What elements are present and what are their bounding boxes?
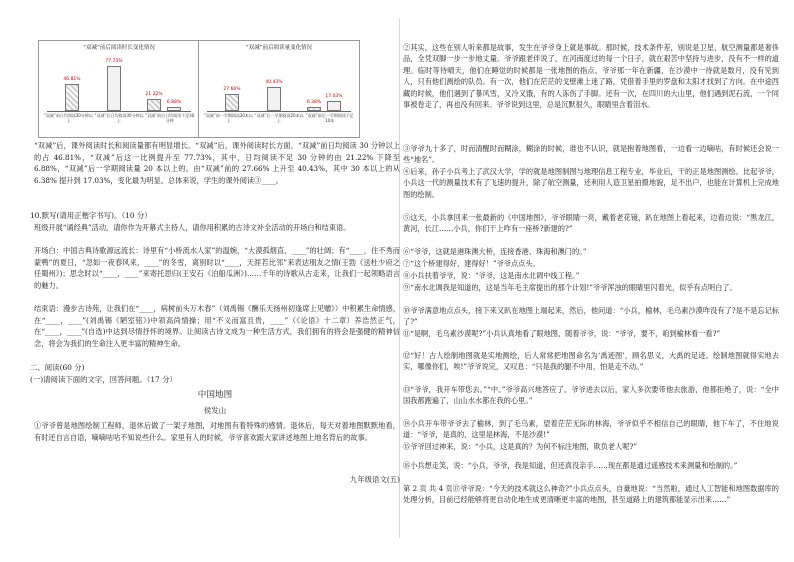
bar-label: 6.38% (306, 100, 322, 105)
legend-item: “双减”后一学期阅读20本以上 (254, 113, 304, 123)
article-paragraph-10: ⑩爷爷满意地点点头，接下来又趴在地图上端起来，然后，他问道：“小兵，榆林，毛乌素沙漠咋没有了?是不是忘记标了?” (403, 306, 779, 327)
chart-title: “双减”前后阅读时长变化情况 (83, 45, 155, 51)
legend-item: “双减”前后一学期阅读不足10本 (305, 113, 354, 123)
article-paragraph-16: ⑯小兵想走笑，说：“小兵，爷爷，我是知道，但还真没亲手……现在都是通过遥感技术来测量和绘制的。” (403, 461, 738, 470)
legend-item: “双减”前后日均阅读不足30分钟 (145, 113, 195, 123)
page-number-and-paragraph-17: 第 2 页 共 4 页⑰爷爷说：“今天的技术就这么神奇?”小兵点点头，自豪地说：“当然啦，通过人工智能和地图数据库的处理分析，目前已经能够将更自动化地生成更清晰更丰富的地图，甚至道路上的建筑都能显示出来……” (403, 484, 779, 505)
subsection-1-heading: (一)请阅读下面的文字，回答问题。（17 分） (30, 375, 177, 384)
legend-item: “双减”后日均阅读30分钟以上 (94, 113, 144, 123)
bar-label: 21.22% (145, 92, 163, 97)
legend-item: “双减”前日均阅读30分钟以上 (43, 113, 93, 123)
legend-item: “双减”前一学期阅读20本以上 (203, 113, 253, 123)
article-paragraph-11: ⑪“是啊，毛乌素沙漠呢?”小兵认真地看了眼地图，随着爷爷，说：“爷爷，要不，咱到榆林看一看?” (403, 329, 721, 338)
article-author: 侯发山 (203, 406, 227, 415)
chart-analysis-paragraph: “双减”后，课外阅读时长和阅读量都有明显增长。“双减”后，课外阅读时长方面，“双减”前日均阅读 30 分钟以上的占 46.81%，“双减”后这一比例提升至 77.73%，其中，日均阅读不足 30 分钟的由 21.22% 下降至 6.88%，“双减”后一学期阅读量 20 本以上的，由“双减”前的 27.66% 上升至 40.43%，其中 30 本以上的从 6.38% 提升到 17.03%，变化最为明显。总体来说，学生的课外阅读③____。 (34, 141, 400, 185)
question-10-closing: 结束语：漫步古诗苑，让我们在“____，病树前头万木春”（刘禹锡《酬乐天扬州初逢席上见赠》）中积累生命情感，在“____，____”(刘禹锡《陋室铭》)中领高尚情操；用“不义而富且贵，____”（《论语》十二章）养浩然正气，在“____，____”(自选)中达到尽情抒怀的境界。让阅读古诗文成为一种生活方式，我们拥有的将会是强健的精神信念，将会为我们的生命注入更丰富的精神生命。 (34, 304, 400, 348)
article-paragraph-7: ⑦“这个桥建得好，建得好！”爷爷点点头。 (403, 259, 540, 268)
article-paragraph-14: ⑭小兵开车带爷爷去了榆林，到了毛乌素，望着茫茫无际的林海，爷爷似乎不相信自己的眼睛，他下车了，不住地说道：“爷爷，是真的，这里是林海，不是沙漠!” (403, 419, 779, 440)
article-paragraph-6: ⑥“爷爷，这就是港珠澳大桥，连接香港、珠海和澳门的。” (403, 247, 587, 256)
bar-label: 77.73% (105, 59, 123, 64)
article-paragraph-9: ⑨“南水北调我是知道的，这是当年毛主席提出的那个计划!”爷爷浑浊的眼睛里闪着光，似乎有点明白了。 (403, 283, 737, 292)
question-10-heading: 10.默写(请用正楷字书写)。（10 分） (30, 211, 152, 220)
article-paragraph-12: ⑫“好！古人绘制地图就是实地测绘，后人常常把地图命名为‘禹迹图’，顾名思义，大禹的足迹。绘制地图就得实地去实，哪像你们，唉!”爷爷说完，又叹息：“只是我的腿不中用，怕是走不动。” (403, 351, 779, 372)
bar-label: 6.88% (166, 100, 182, 105)
question-10-instruction: 班级开展“诵经典”活动，请你作为开幕式主持人，请你用积累的古诗文补全活动的开场白和结束语。 (34, 223, 351, 232)
bar-label: 40.43% (265, 80, 283, 85)
bar-label: 17.03% (325, 94, 343, 99)
section-2-heading: 二、阅读(60 分) (30, 363, 85, 372)
page-footer: 九年级语文(五) (349, 475, 400, 484)
right-column (403, 0, 779, 562)
bar-label: 46.81% (63, 77, 81, 82)
chart-title: “双减”前后阅读量变化情况 (245, 45, 313, 51)
article-paragraph-1: ①爷爷曾是地图绘制工程师，退休后做了一架子地图，对地图有着特殊的感情。退休后，每天对着地图默默地看，有时还自言自语，嘀嘀咕咕不知说些什么。家里有人的时候，爷爷喜欢跟大家讲述地图上地名背后的故事。 (34, 421, 400, 442)
article-title: 中国地图 (197, 390, 233, 400)
article-paragraph-3: ③爷爷九十多了，时而清醒时而糊涂，糊涂的时候，谁也不认识，就是抱着地图看，一边看一边嘀咕，有时候还会说一些“地名”。 (403, 144, 779, 165)
question-10-opening: 开场白：中国古典诗歌源远流长：诗里有“小桥流水人家”的温婉，“大漠孤烟直，____”的壮阔；有“____，住不秀而蒙鸭”的夏日，“忽如一夜春风来，____”的冬雪，离别时以“____，天涯若比邻”来表达朋友之情(王勃《送杜少府之任蜀州》)；思念时以“____，____”来寄托思归(王安石《泊船瓜洲》)……千年的诗歌从古走来，让我们一起领略语言的魅力。 (34, 246, 400, 290)
article-paragraph-8: ⑧小兵扶着爷爷，说：“爷爷，这是南水北调中线工程。” (403, 271, 580, 280)
article-paragraph-13: ⑬“爷爷，我开车带您去。”“中。”爷爷高兴地答应了。爷爷进去以后，家人多次要带他去旅游，他都拒绝了，说：“全中国我都跑遍了，山山水水都在我的心里。” (403, 385, 779, 406)
left-column (30, 0, 400, 562)
article-paragraph-15: ⑮爷爷回过神来，说：“小兵，这是真的？为何不标注地图，欺负老人呢?” (403, 442, 638, 451)
article-paragraph-2: ②其实，这些在别人听来都是故事，发生在爷爷身上就是事故。那时候，技术条件差，别说是卫星、航空测量都是奢侈品，全凭双脚一步一步地丈量。爷爷跟老伴说了，在河南度过的每一个日子，就在艰苦中坚持与进步，没有不一样的道理。临时等待晴天，他们在睡觉的时候都是一张地图的指点。爷爷那一年在新疆，在沙漠中一待就是数月，没有见到人，只有他们测绘的队员。有一次，他们在茫茫的戈壁滩上迷了路，凭借着手里的罗盘和太阳才找到了方向。在中途西藏的时候，他们遇到了暴风雪，又冷又饿，有的人冻伤了手脚。还有一次，在四川的大山里，他们遇到泥石流，一个同事被卷走了，再也没有回来。爷爷说到这里，总是沉默很久，眼睛里含着泪水。 (403, 43, 779, 110)
article-paragraph-4: ④后来，孙子小兵考上了武汉大学，学的就是地图制图与地理信息工程专业，毕业后，干的正是地图测绘。比起爷爷，小兵这一代的测量技术有了飞速的提升，除了航空测量，还利用人造卫星拍摄地貌，足不出户，也能在计算机上完成地图的绘制。 (403, 167, 779, 199)
bar-label: 27.66% (223, 87, 241, 92)
article-paragraph-5: ⑤这天，小兵拿回来一张最新的《中国地图》，爷爷眼睛一亮，戴着老花镜，趴在地图上看起来，边看边说：“黑龙江，黄河，长江……小兵，你们干上咋有一座桥?新建的?” (403, 213, 779, 234)
